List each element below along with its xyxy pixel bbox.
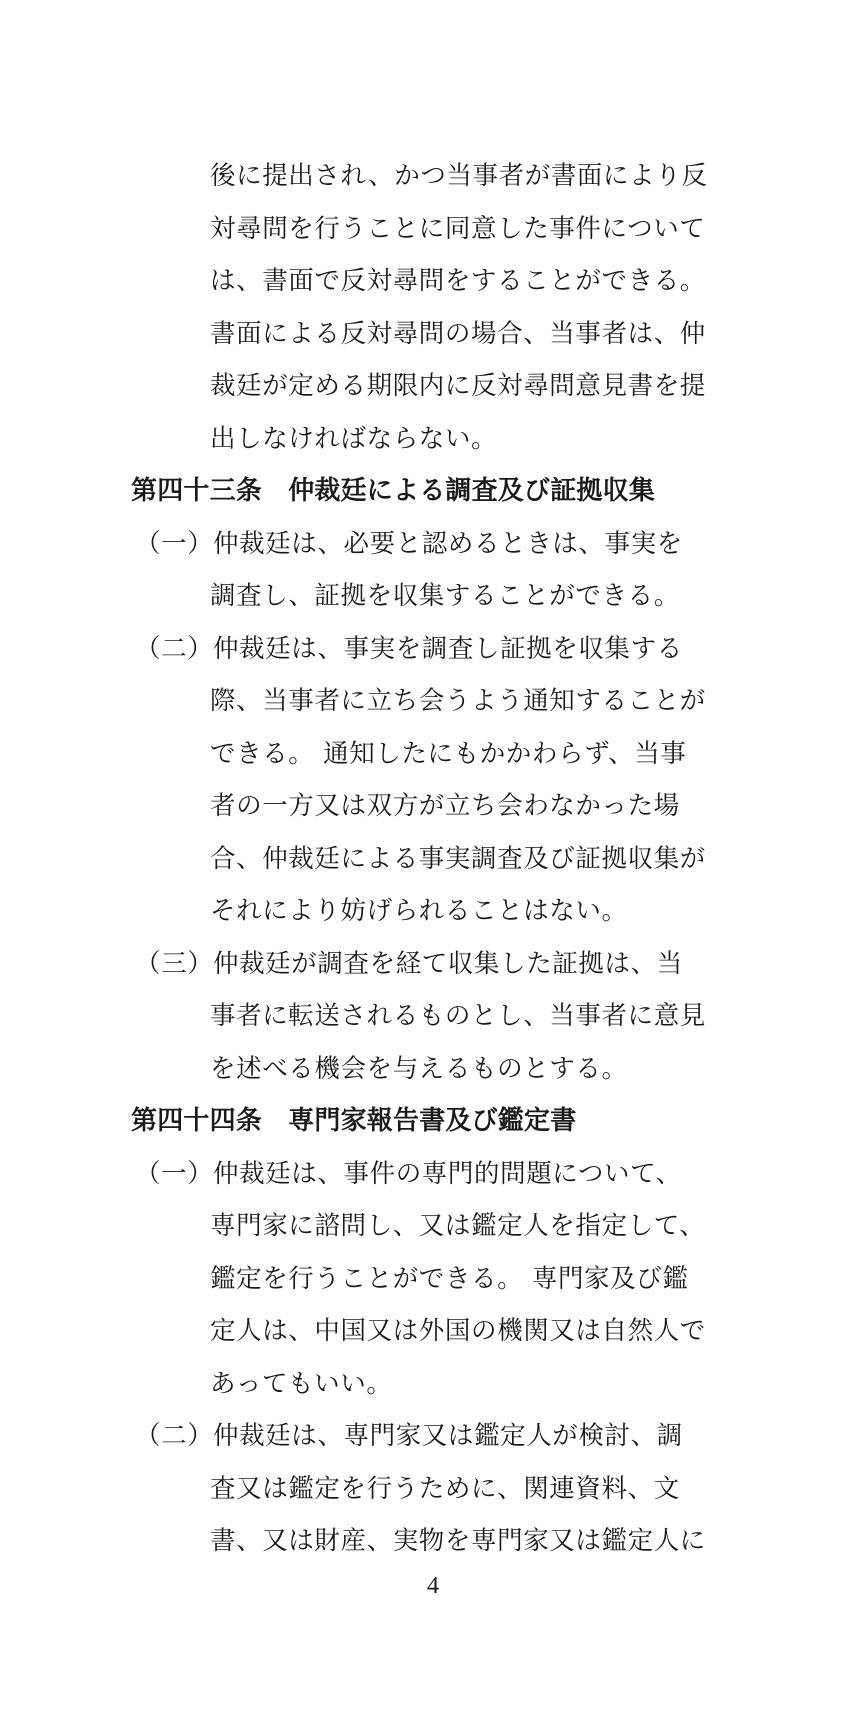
text-line: 出しなければならない。 bbox=[210, 423, 498, 454]
article-43-item-1 bbox=[0, 518, 866, 571]
text-line: 裁廷が定める期限内に反対尋問意見書を提 bbox=[210, 371, 706, 401]
text-line: 専門家に諮問し、又は鑑定人を指定して、 bbox=[210, 1211, 706, 1241]
text-line: 対尋問を行うことに同意した事件について bbox=[210, 213, 706, 244]
text-line: できる。 通知したにもかかわらず、当事 bbox=[210, 738, 687, 769]
item-marker: （一） bbox=[135, 528, 214, 559]
text-line: 定人は、中国又は外国の機関又は自然人で bbox=[210, 1316, 706, 1346]
item-text: 仲裁廷は、必要と認めるときは、事実を bbox=[213, 528, 683, 559]
page-number: 4 bbox=[427, 1573, 439, 1599]
text-line: 際、当事者に立ち会うよう通知することが bbox=[210, 686, 706, 716]
text-line: 査又は鑑定を行うために、関連資料、文 bbox=[210, 1473, 680, 1504]
item-text: 仲裁廷が調査を経て収集した証拠は、当 bbox=[213, 948, 683, 979]
item-marker: （二） bbox=[135, 1421, 214, 1451]
text-line: は、書面で反対尋問をすることができる。 bbox=[210, 266, 706, 296]
text-line: 後に提出され、かつ当事者が書面により反 bbox=[210, 161, 708, 191]
text-line: 者の一方又は双方が立ち会わなかった場 bbox=[210, 791, 680, 821]
item-marker: （一） bbox=[135, 1158, 214, 1189]
article-44-heading: 第四十四条 専門家報告書及び鑑定書 bbox=[131, 1106, 577, 1136]
text-line: 書面による反対尋問の場合、当事者は、仲 bbox=[210, 318, 706, 349]
text-line: 鑑定を行うことができる。 専門家及び鑑 bbox=[210, 1263, 689, 1294]
text-line: 事者に転送されるものとし、当事者に意見 bbox=[210, 1001, 706, 1031]
text-line: それにより妨げられることはない。 bbox=[210, 896, 628, 926]
text-line: 書、又は財産、実物を専門家又は鑑定人に bbox=[210, 1526, 706, 1556]
text-line: 調査し、証拠を収集することができる。 bbox=[210, 581, 680, 611]
document-body bbox=[0, 150, 866, 1568]
article-44-item-1 bbox=[0, 1148, 866, 1201]
text-line: を述べる機会を与えるものとする。 bbox=[210, 1053, 628, 1084]
item-marker: （二） bbox=[135, 633, 214, 664]
item-marker: （三） bbox=[135, 948, 214, 979]
article-44-item-2 bbox=[0, 1410, 866, 1463]
item-text: 仲裁廷は、事実を調査し証拠を収集する bbox=[213, 633, 683, 664]
article-43-item-2 bbox=[0, 623, 866, 676]
article-43-heading: 第四十三条 仲裁廷による調査及び証拠収集 bbox=[131, 476, 656, 506]
article-43-item-3 bbox=[0, 938, 866, 991]
item-text: 仲裁廷は、事件の専門的問題について、 bbox=[213, 1158, 682, 1189]
text-line: 合、仲裁廷による事実調査及び証拠収集が bbox=[210, 843, 706, 874]
text-line: あってもいい。 bbox=[210, 1368, 393, 1399]
item-text: 仲裁廷は、専門家又は鑑定人が検討、調 bbox=[213, 1421, 683, 1451]
